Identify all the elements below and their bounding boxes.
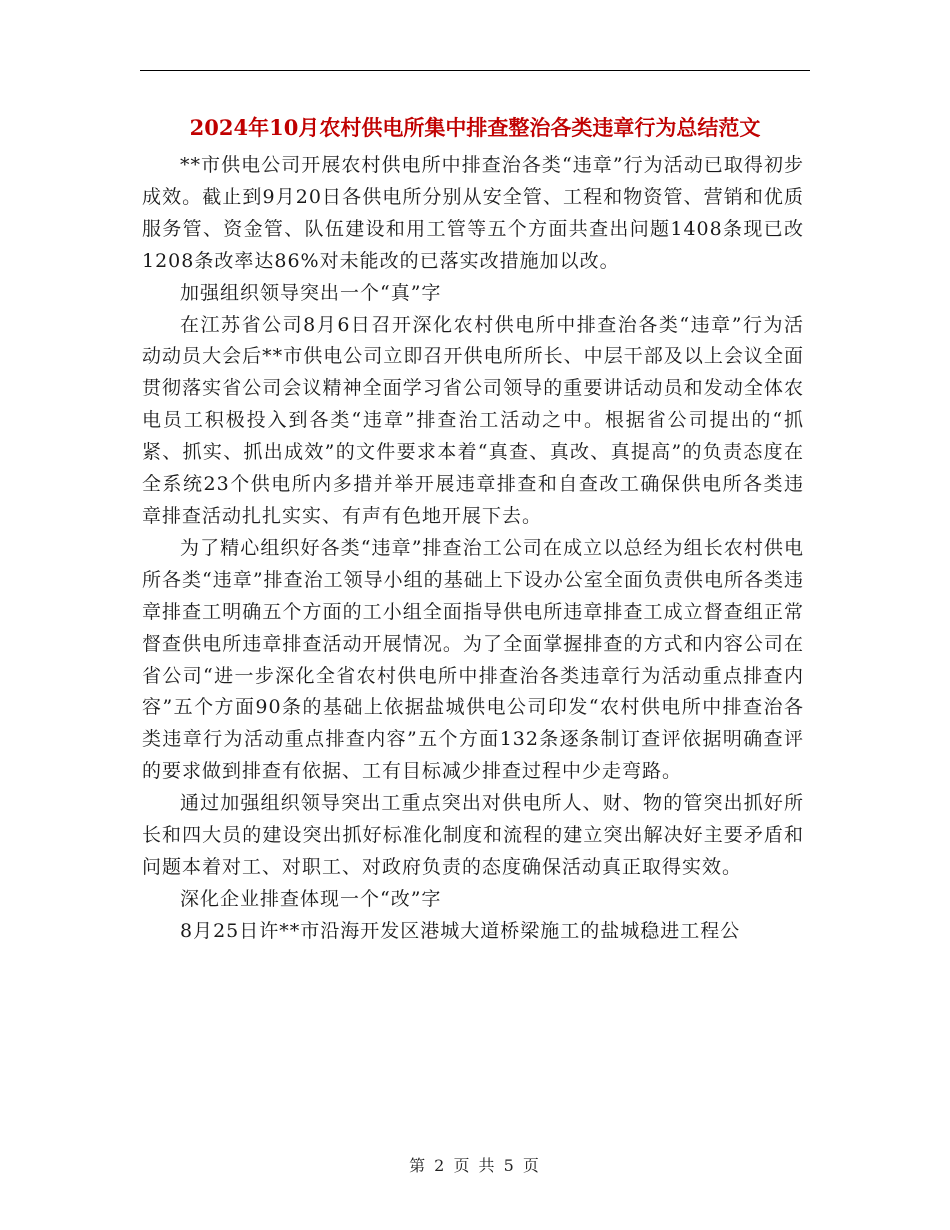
paragraph-intro: **市供电公司开展农村供电所中排查治各类“违章”行为活动已取得初步成效。截止到9月20日各供电所分别从安全管、工程和物资管、营销和优质服务管、资金管、队伍建设和用工管等五个方面共查出问题1408条现已改1208条改率达86%对未能改的已落实改措施加以改。 [142,154,804,272]
paragraph-mobilization: 在江苏省公司8月6日召开深化农村供电所中排查治各类“违章”行为活动动员大会后**市供电公司立即召开供电所所长、中层干部及以上会议全面贯彻落实省公司会议精神全面学习省公司领导的重要讲话动员和发动全体农电员工积极投入到各类“违章”排查治工活动之中。根据省公司提出的“抓紧、抓实、抓出成效”的文件要求本着“真查、真改、真提高”的负责态度在全系统23个供电所内多措并举开展违章排查和自查改工确保供电所各类违章排查活动扎扎实实、有声有色地开展下去。 [142,313,804,527]
header-rule [140,70,810,71]
document-title: 2024年10月农村供电所集中排查整治各类违章行为总结范文 [189,115,761,140]
section-heading-1: 加强组织领导突出一个“真”字 [180,281,442,304]
paragraph-summary: 通过加强组织领导突出工重点突出对供电所人、财、物的管突出抓好所长和四大员的建设突出抓好标准化制度和流程的建立突出解决好主要矛盾和问题本着对工、对职工、对政府负责的态度确保活动真正取得实效。 [142,792,804,878]
paragraph-organization: 为了精心组织好各类“违章”排查治工公司在成立以总经为组长农村供电所各类“违章”排查治工领导小组的基础上下设办公室全面负责供电所各类违章排查工明确五个方面的工小组全面指导供电所违章排查工成立督查组正常督查供电所违章排查活动开展情况。为了全面掌握排查的方式和内容公司在省公司“进一步深化全省农村供电所中排查治各类违章行为活动重点排查内容”五个方面90条的基础上依据盐城供电公司印发“农村供电所中排查治各类违章行为活动重点排查内容”五个方面132条逐条制订查评依据明确查评的要求做到排查有依据、工有目标减少排查过程中少走弯路。 [142,536,804,783]
section-heading-2: 深化企业排查体现一个“改”字 [180,887,442,910]
paragraph-incident: 8月25日许**市沿海开发区港城大道桥梁施工的盐城稳进工程公 [180,919,741,942]
document-body [142,150,804,948]
page-footer: 第 2 页 共 5 页 [409,1156,541,1175]
